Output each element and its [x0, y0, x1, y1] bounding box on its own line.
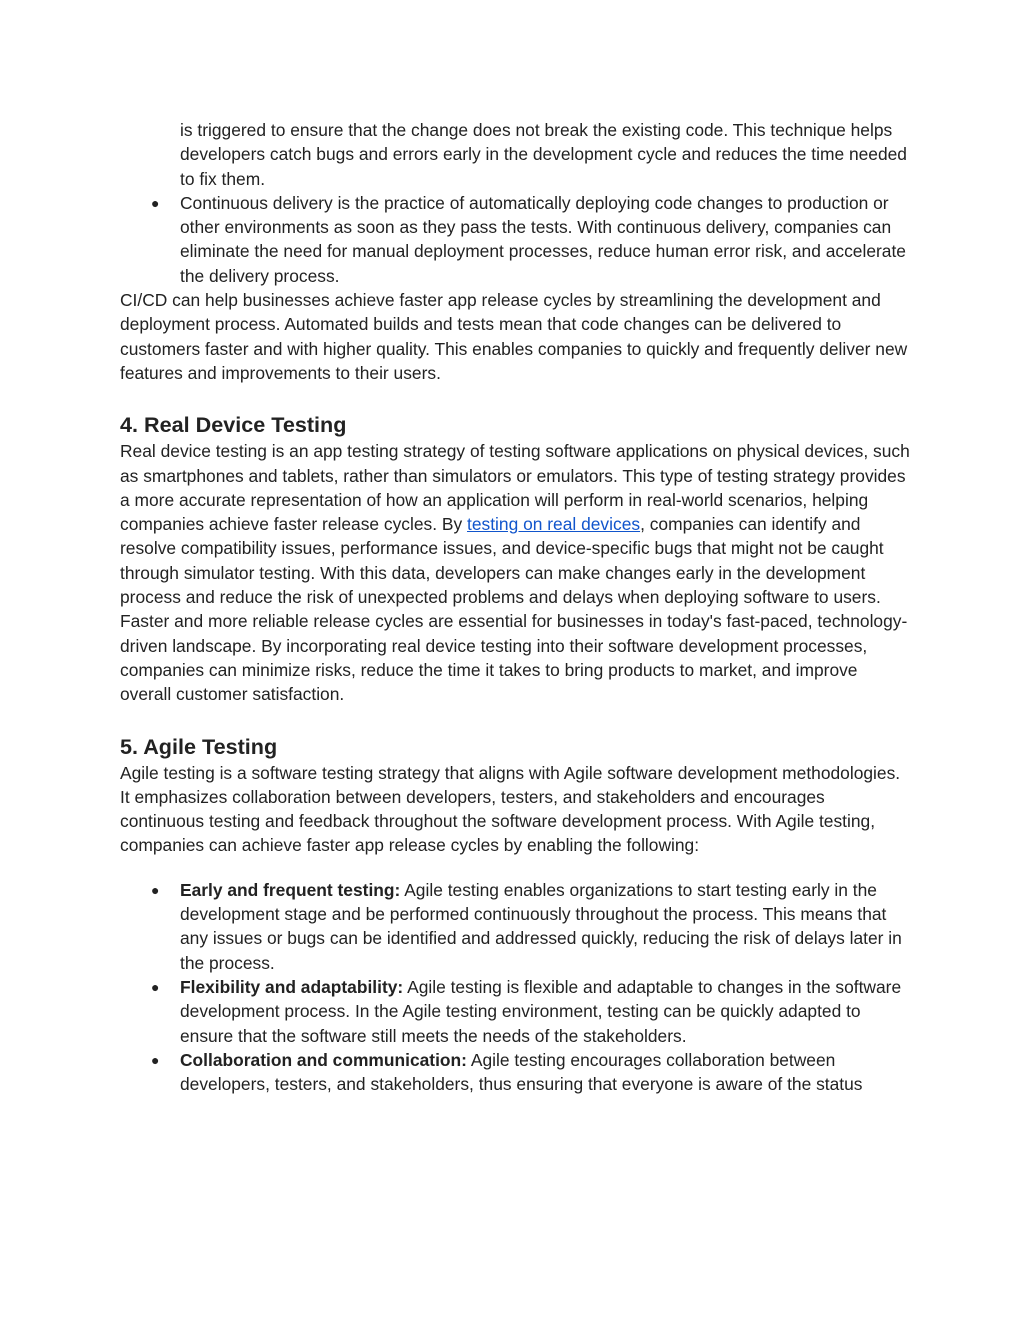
cicd-summary-paragraph: CI/CD can help businesses achieve faster app release cycles by streamlining the development and deployment process. Automated builds and tests mean that code changes can be delivered to customers faster and with higher quality. This enables companies to quickly and frequently deliver new features and improvements to their users. — [120, 290, 908, 383]
bullet-icon: ● — [151, 978, 160, 995]
section-heading-real-device-testing: 4. Real Device Testing — [120, 412, 347, 438]
testing-on-real-devices-link[interactable]: testing on real devices — [467, 514, 641, 535]
document-page — [120, 118, 910, 1096]
bullet-title: Early and frequent testing: — [180, 879, 401, 900]
cicd-bullet-list — [120, 191, 910, 288]
section-heading-agile-testing: 5. Agile Testing — [120, 733, 278, 759]
bullet-title: Flexibility and adaptability: — [180, 976, 404, 997]
agile-testing-intro-paragraph: Agile testing is a software testing strategy that aligns with Agile software development methodologies. It emphasizes collaboration between developers, testers, and stakeholders and encourages continuous testing and feedback throughout the software development process. With Agile testing, companies can achieve faster app release cycles by enabling the following: — [120, 762, 901, 856]
list-item — [151, 191, 910, 288]
bullet-text: Agile testing is flexible and adaptable to changes in the software development process. In the Agile testing environment, testing can be quickly adapted to ensure that the software still meets the needs of the stakeholders. — [180, 976, 902, 1046]
cd-bullet-text: Continuous delivery is the practice of automatically deploying code changes to production or other environments as soon as they pass the tests. With continuous delivery, companies can eliminate the need for manual deployment processes, reduce human error risk, and accelerate the delivery process. — [180, 192, 906, 286]
bullet-title: Collaboration and communication: — [180, 1049, 467, 1070]
bullet-icon: ● — [151, 1051, 160, 1068]
list-item — [151, 878, 910, 975]
agile-benefits-list — [120, 878, 910, 1097]
bullet-text: Agile testing enables organizations to start testing early in the development stage and be performed continuously throughout the process. This means that any issues or bugs can be identified and addressed quickly, reducing the risk of delays later in the process. — [180, 879, 902, 973]
list-item — [151, 975, 910, 1048]
paragraph-text: , companies can identify and resolve compatibility issues, performance issues, and device-specific bugs that might not be caught through simulator testing. With this data, developers can make changes early in the development process and reduce the risk of unexpected problems and delays when deploying software to users. Faster and more reliable release cycles are essential for businesses in today's fast-paced, technology-driven landscape. By incorporating real device testing into their software development processes, companies can minimize risks, reduce the time it takes to bring products to market, and improve overall customer satisfaction. — [120, 514, 908, 705]
paragraph-text: Real device testing is an app testing strategy of testing software applications on physical devices, such as smartphones and tablets, rather than simulators or emulators. This type of testing strategy provides a more accurate representation of how an application will perform in real-world scenarios, helping companies achieve faster release cycles. By — [120, 441, 910, 535]
bullet-text: Agile testing encourages collaboration between developers, testers, and stakeholders, thus ensuring that everyone is aware of the status — [180, 1049, 863, 1095]
bullet-icon: ● — [151, 194, 160, 211]
list-item — [151, 1048, 910, 1097]
ci-bullet-continuation: is triggered to ensure that the change does not break the existing code. This technique helps developers catch bugs and errors early in the development cycle and reduces the time needed to fix them. — [180, 120, 907, 189]
bullet-icon: ● — [151, 881, 160, 898]
real-device-testing-paragraph — [120, 439, 910, 706]
